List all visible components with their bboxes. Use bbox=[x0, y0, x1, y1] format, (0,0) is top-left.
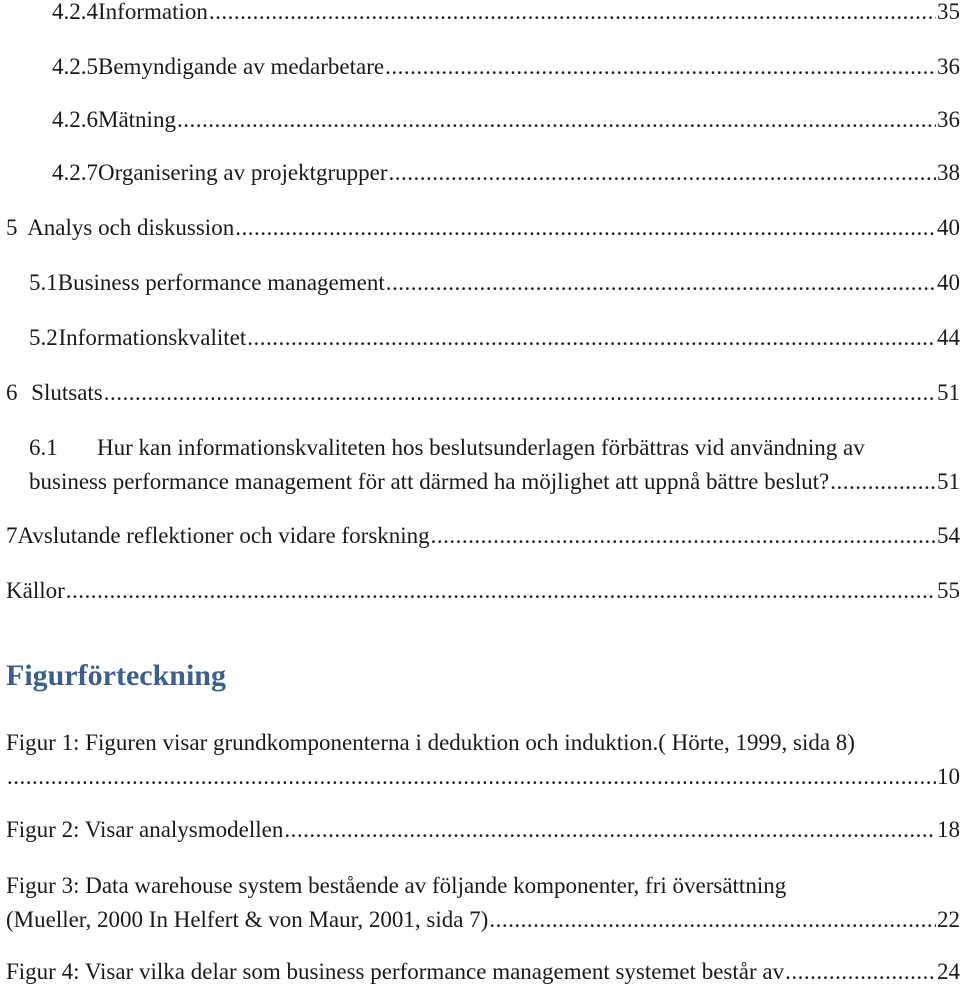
toc-title-continued: business performance management för att därmed ha möjlighet att uppnå bättre beslut? bbox=[29, 469, 830, 494]
figure-title-continued: (Mueller, 2000 In Helfert & von Maur, 2001, sida 7) bbox=[6, 907, 489, 932]
toc-number: 6.1 bbox=[29, 435, 58, 460]
toc-title: Information bbox=[98, 0, 208, 24]
figure-entry-3-line2[interactable] bbox=[6, 903, 960, 937]
dot-leader bbox=[66, 574, 936, 608]
toc-title: Avslutande reflektioner och vidare forskning bbox=[17, 523, 430, 548]
toc-page-number: 54 bbox=[937, 523, 960, 548]
toc-entry-6[interactable] bbox=[6, 376, 960, 410]
toc-entry-5-1[interactable] bbox=[29, 266, 960, 300]
figure-entry-1-line1[interactable]: Figur 1: Figuren visar grundkomponenterna i deduktion och induktion.( Hörte, 1999, sida 8) bbox=[6, 730, 855, 755]
toc-number: 4.2.5 bbox=[52, 54, 98, 79]
toc-title: Organisering av projektgrupper bbox=[98, 160, 388, 185]
toc-number: 7 bbox=[6, 523, 18, 548]
dot-leader bbox=[284, 813, 936, 847]
toc-entry-5-2[interactable] bbox=[29, 321, 960, 355]
toc-title: Mätning bbox=[98, 107, 176, 132]
toc-entry-6-1-line1[interactable] bbox=[29, 431, 960, 465]
toc-page-number: 55 bbox=[937, 578, 960, 603]
dot-leader bbox=[235, 211, 936, 245]
figure-entry-4[interactable] bbox=[6, 955, 960, 989]
toc-title: Hur kan informationskvaliteten hos beslutsunderlagen förbättras vid användning av bbox=[97, 435, 865, 460]
figure-entry-2[interactable] bbox=[6, 813, 960, 847]
figure-page-number: 18 bbox=[937, 817, 960, 842]
toc-number: 5.2 bbox=[29, 325, 58, 350]
toc-entry-4-2-6[interactable] bbox=[52, 103, 960, 137]
toc-title: Informationskvalitet bbox=[58, 325, 247, 350]
toc-page-number: 40 bbox=[937, 215, 960, 240]
figure-page-number: 10 bbox=[937, 764, 960, 789]
dot-leader bbox=[386, 266, 936, 300]
figure-page-number: 24 bbox=[937, 959, 960, 984]
toc-entry-7[interactable] bbox=[6, 519, 960, 553]
toc-title: Källor bbox=[6, 578, 65, 603]
toc-page-number: 44 bbox=[937, 325, 960, 350]
dot-leader bbox=[209, 0, 936, 29]
dot-leader bbox=[489, 903, 936, 937]
toc-number: 4.2.6 bbox=[52, 107, 98, 132]
toc-number: 6 bbox=[6, 380, 18, 405]
toc-title: Bemyndigande av medarbetare bbox=[98, 54, 385, 79]
toc-page-number: 51 bbox=[937, 380, 960, 405]
toc-entry-4-2-7[interactable] bbox=[52, 156, 960, 190]
figure-title: Figur 4: Visar vilka delar som business performance management systemet består av bbox=[6, 959, 785, 984]
toc-entry-kallor[interactable] bbox=[6, 574, 960, 608]
dot-leader bbox=[385, 50, 936, 84]
toc-entry-5[interactable] bbox=[6, 211, 960, 245]
toc-page-number: 51 bbox=[937, 469, 960, 494]
toc-number: 4.2.7 bbox=[52, 160, 98, 185]
dot-leader bbox=[177, 103, 936, 137]
toc-entry-4-2-5[interactable] bbox=[52, 50, 960, 84]
dot-leader bbox=[830, 465, 936, 499]
toc-title: Slutsats bbox=[31, 380, 103, 405]
toc-page-number: 36 bbox=[937, 54, 960, 79]
dot-leader bbox=[104, 376, 936, 410]
toc-number: 5.1 bbox=[29, 270, 58, 295]
figure-entry-1-line2[interactable] bbox=[6, 760, 960, 794]
toc-title: Business performance management bbox=[57, 270, 385, 295]
dot-leader bbox=[247, 321, 936, 355]
toc-number: 4.2.4 bbox=[52, 0, 98, 24]
toc-page-number: 40 bbox=[937, 270, 960, 295]
toc-page-number: 36 bbox=[937, 107, 960, 132]
toc-page-number: 38 bbox=[937, 160, 960, 185]
toc-number: 5 bbox=[6, 215, 18, 240]
toc-page-number: 35 bbox=[937, 0, 960, 24]
dot-leader bbox=[785, 955, 936, 989]
toc-entry-4-2-4[interactable] bbox=[52, 0, 960, 29]
dot-leader bbox=[7, 760, 936, 794]
figure-page-number: 22 bbox=[937, 907, 960, 932]
figure-list-heading: Figurförteckning bbox=[6, 659, 226, 692]
figure-title: Figur 2: Visar analysmodellen bbox=[6, 817, 284, 842]
toc-title: Analys och diskussion bbox=[27, 215, 235, 240]
toc-entry-6-1-line2[interactable] bbox=[29, 465, 960, 499]
figure-entry-3-line1[interactable]: Figur 3: Data warehouse system bestående av följande komponenter, fri översättning bbox=[6, 873, 787, 898]
dot-leader bbox=[431, 519, 936, 553]
dot-leader bbox=[389, 156, 936, 190]
